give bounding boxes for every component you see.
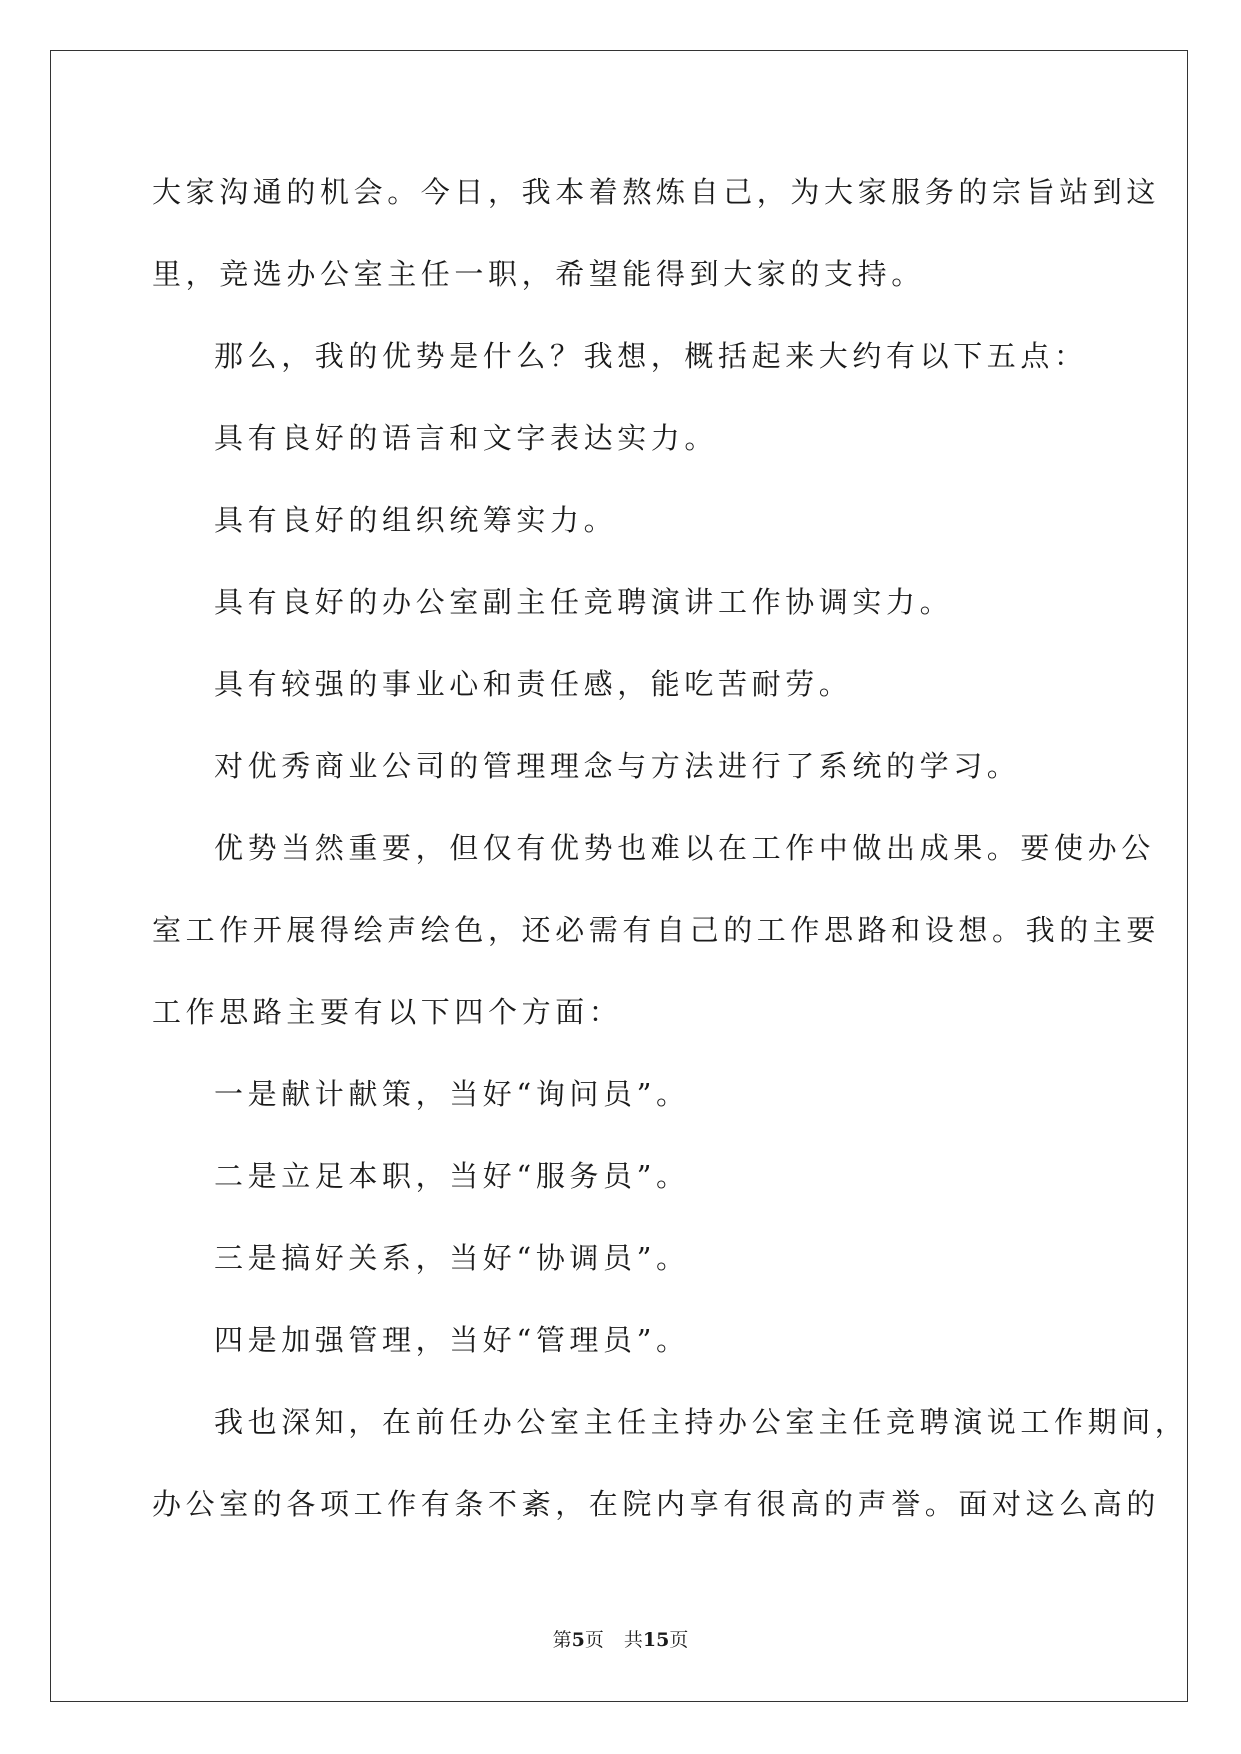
page-prefix: 第 (552, 1629, 572, 1651)
text-line: 优势当然重要，但仅有优势也难以在工作中做出成果。要使办公 (214, 831, 1155, 865)
text-line: 三是搞好关系，当好“协调员”。 (214, 1241, 690, 1275)
total-page-number: 15 (642, 1629, 670, 1651)
text-line: 里，竞选办公室主任一职，希望能得到大家的支持。 (152, 257, 925, 291)
text-line: 办公室的各项工作有条不紊，在院内享有很高的声誉。面对这么高的 (152, 1487, 1161, 1521)
text-line: 室工作开展得绘声绘色，还必需有自己的工作思路和设想。我的主要 (152, 913, 1161, 947)
text-line: 具有较强的事业心和责任感，能吃苦耐劳。 (214, 667, 853, 701)
total-prefix: 共 (623, 1629, 643, 1651)
text-line: 对优秀商业公司的管理理念与方法进行了系统的学习。 (214, 749, 1021, 783)
text-line: 具有良好的语言和文字表达实力。 (214, 421, 719, 455)
text-line: 具有良好的办公室副主任竞聘演讲工作协调实力。 (214, 585, 954, 619)
text-line: 二是立足本职，当好“服务员”。 (214, 1159, 690, 1193)
page-suffix: 页 (584, 1629, 604, 1651)
text-line: 工作思路主要有以下四个方面： (152, 995, 623, 1029)
text-line: 我也深知，在前任办公室主任主持办公室主任竞聘演说工作期间， (214, 1405, 1189, 1439)
current-page-number: 5 (571, 1629, 585, 1651)
total-suffix: 页 (669, 1629, 689, 1651)
text-line: 大家沟通的机会。今日，我本着熬炼自己，为大家服务的宗旨站到这 (152, 175, 1161, 209)
page-footer (0, 1628, 1241, 1652)
text-line: 具有良好的组织统筹实力。 (214, 503, 618, 537)
document-body (152, 162, 1189, 1556)
text-line: 那么，我的优势是什么？我想，概括起来大约有以下五点： (214, 339, 1088, 373)
text-line: 一是献计献策，当好“询问员”。 (214, 1077, 690, 1111)
text-line: 四是加强管理，当好“管理员”。 (214, 1323, 690, 1357)
